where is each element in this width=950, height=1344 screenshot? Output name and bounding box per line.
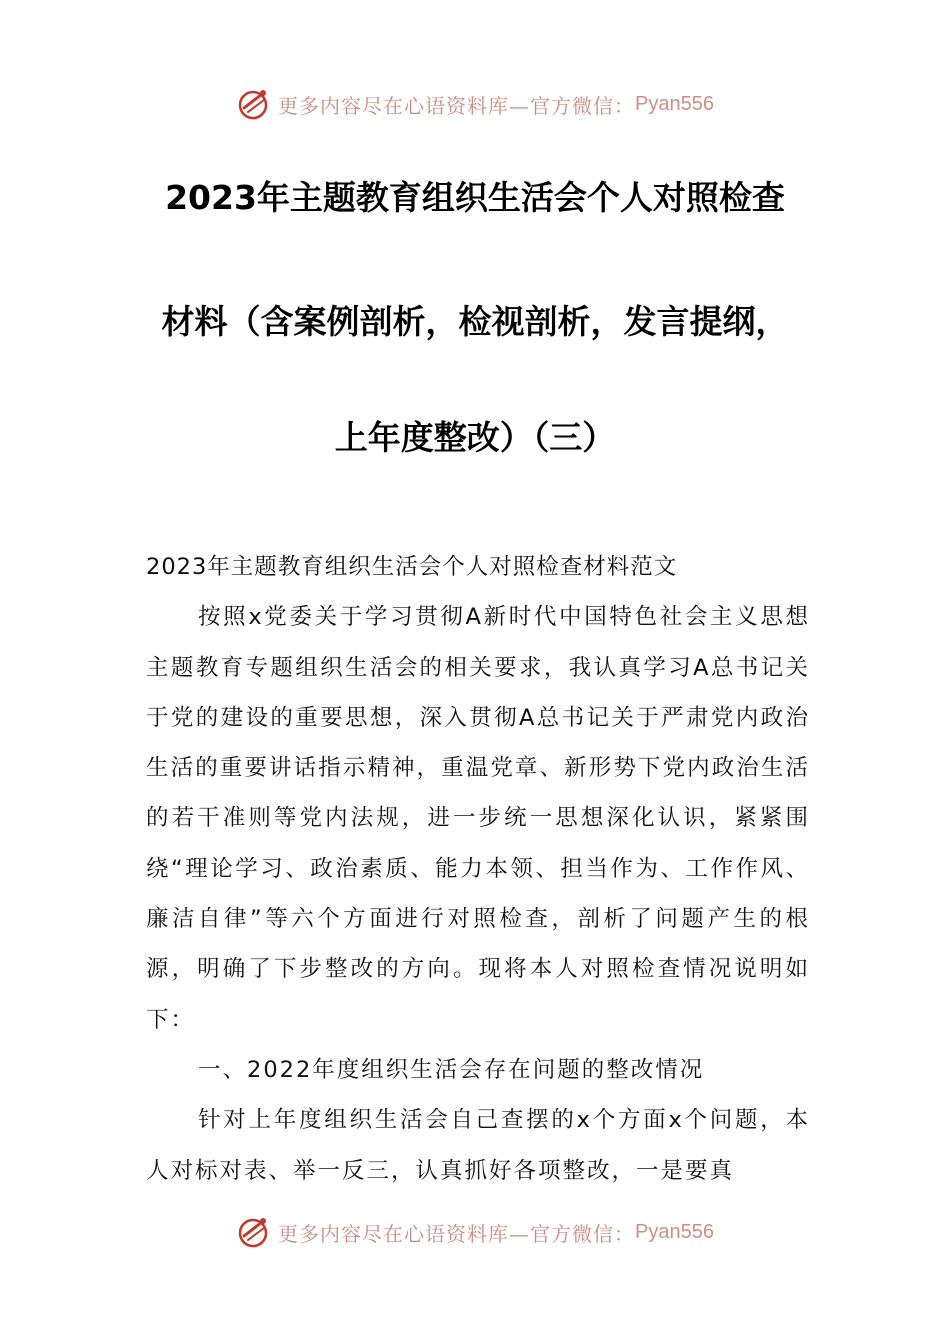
paragraph: 按照x党委关于学习贯彻A新时代中国特色社会主义思想主题教育专题组织生活会的相关要求，我认真学习A总书记关于党的建设的重要思想，深入贯彻A总书记关于严肃党内政治生活的重要讲话指示精神，重温党章、新形势下党内政治生活的若干准则等党内法规，进一步统一思想深化认识，紧紧围绕“理论学习、政治素质、能力本领、担当作为、工作作风、廉洁自律”等六个方面进行对照检查，剖析了问题产生的根源，明确了下步整改的方向。现将本人对照检查情况说明如下： (146, 604, 810, 1033)
section-heading: 一、2022年度组织生活会存在问题的整改情况 (198, 1056, 705, 1083)
header-banner (0, 84, 950, 124)
wechat-id: Pyan556 (635, 1220, 714, 1243)
logo-icon (236, 1214, 272, 1250)
paragraph: 针对上年度组织生活会自己查摆的x个方面x个问题，本人对标对表、举一反三，认真抓好各项整改，一是要真 (146, 1107, 810, 1184)
title-line-3: 上年度整改）（三） (334, 418, 616, 457)
document-body (146, 542, 810, 1196)
banner-text: 更多内容尽在心语资料库—官方微信： (278, 93, 636, 118)
title-line-1: 2023年主题教育组织生活会个人对照检查 (165, 178, 785, 217)
wechat-id: Pyan556 (635, 92, 714, 115)
title-line-2: 材料（含案例剖析，检视剖析，发言提纲， (161, 302, 789, 341)
logo-icon (236, 86, 272, 122)
banner-text: 更多内容尽在心语资料库—官方微信： (278, 1221, 636, 1246)
footer-banner (0, 1212, 950, 1252)
document-subtitle: 2023年主题教育组织生活会个人对照检查材料范文 (146, 554, 678, 580)
